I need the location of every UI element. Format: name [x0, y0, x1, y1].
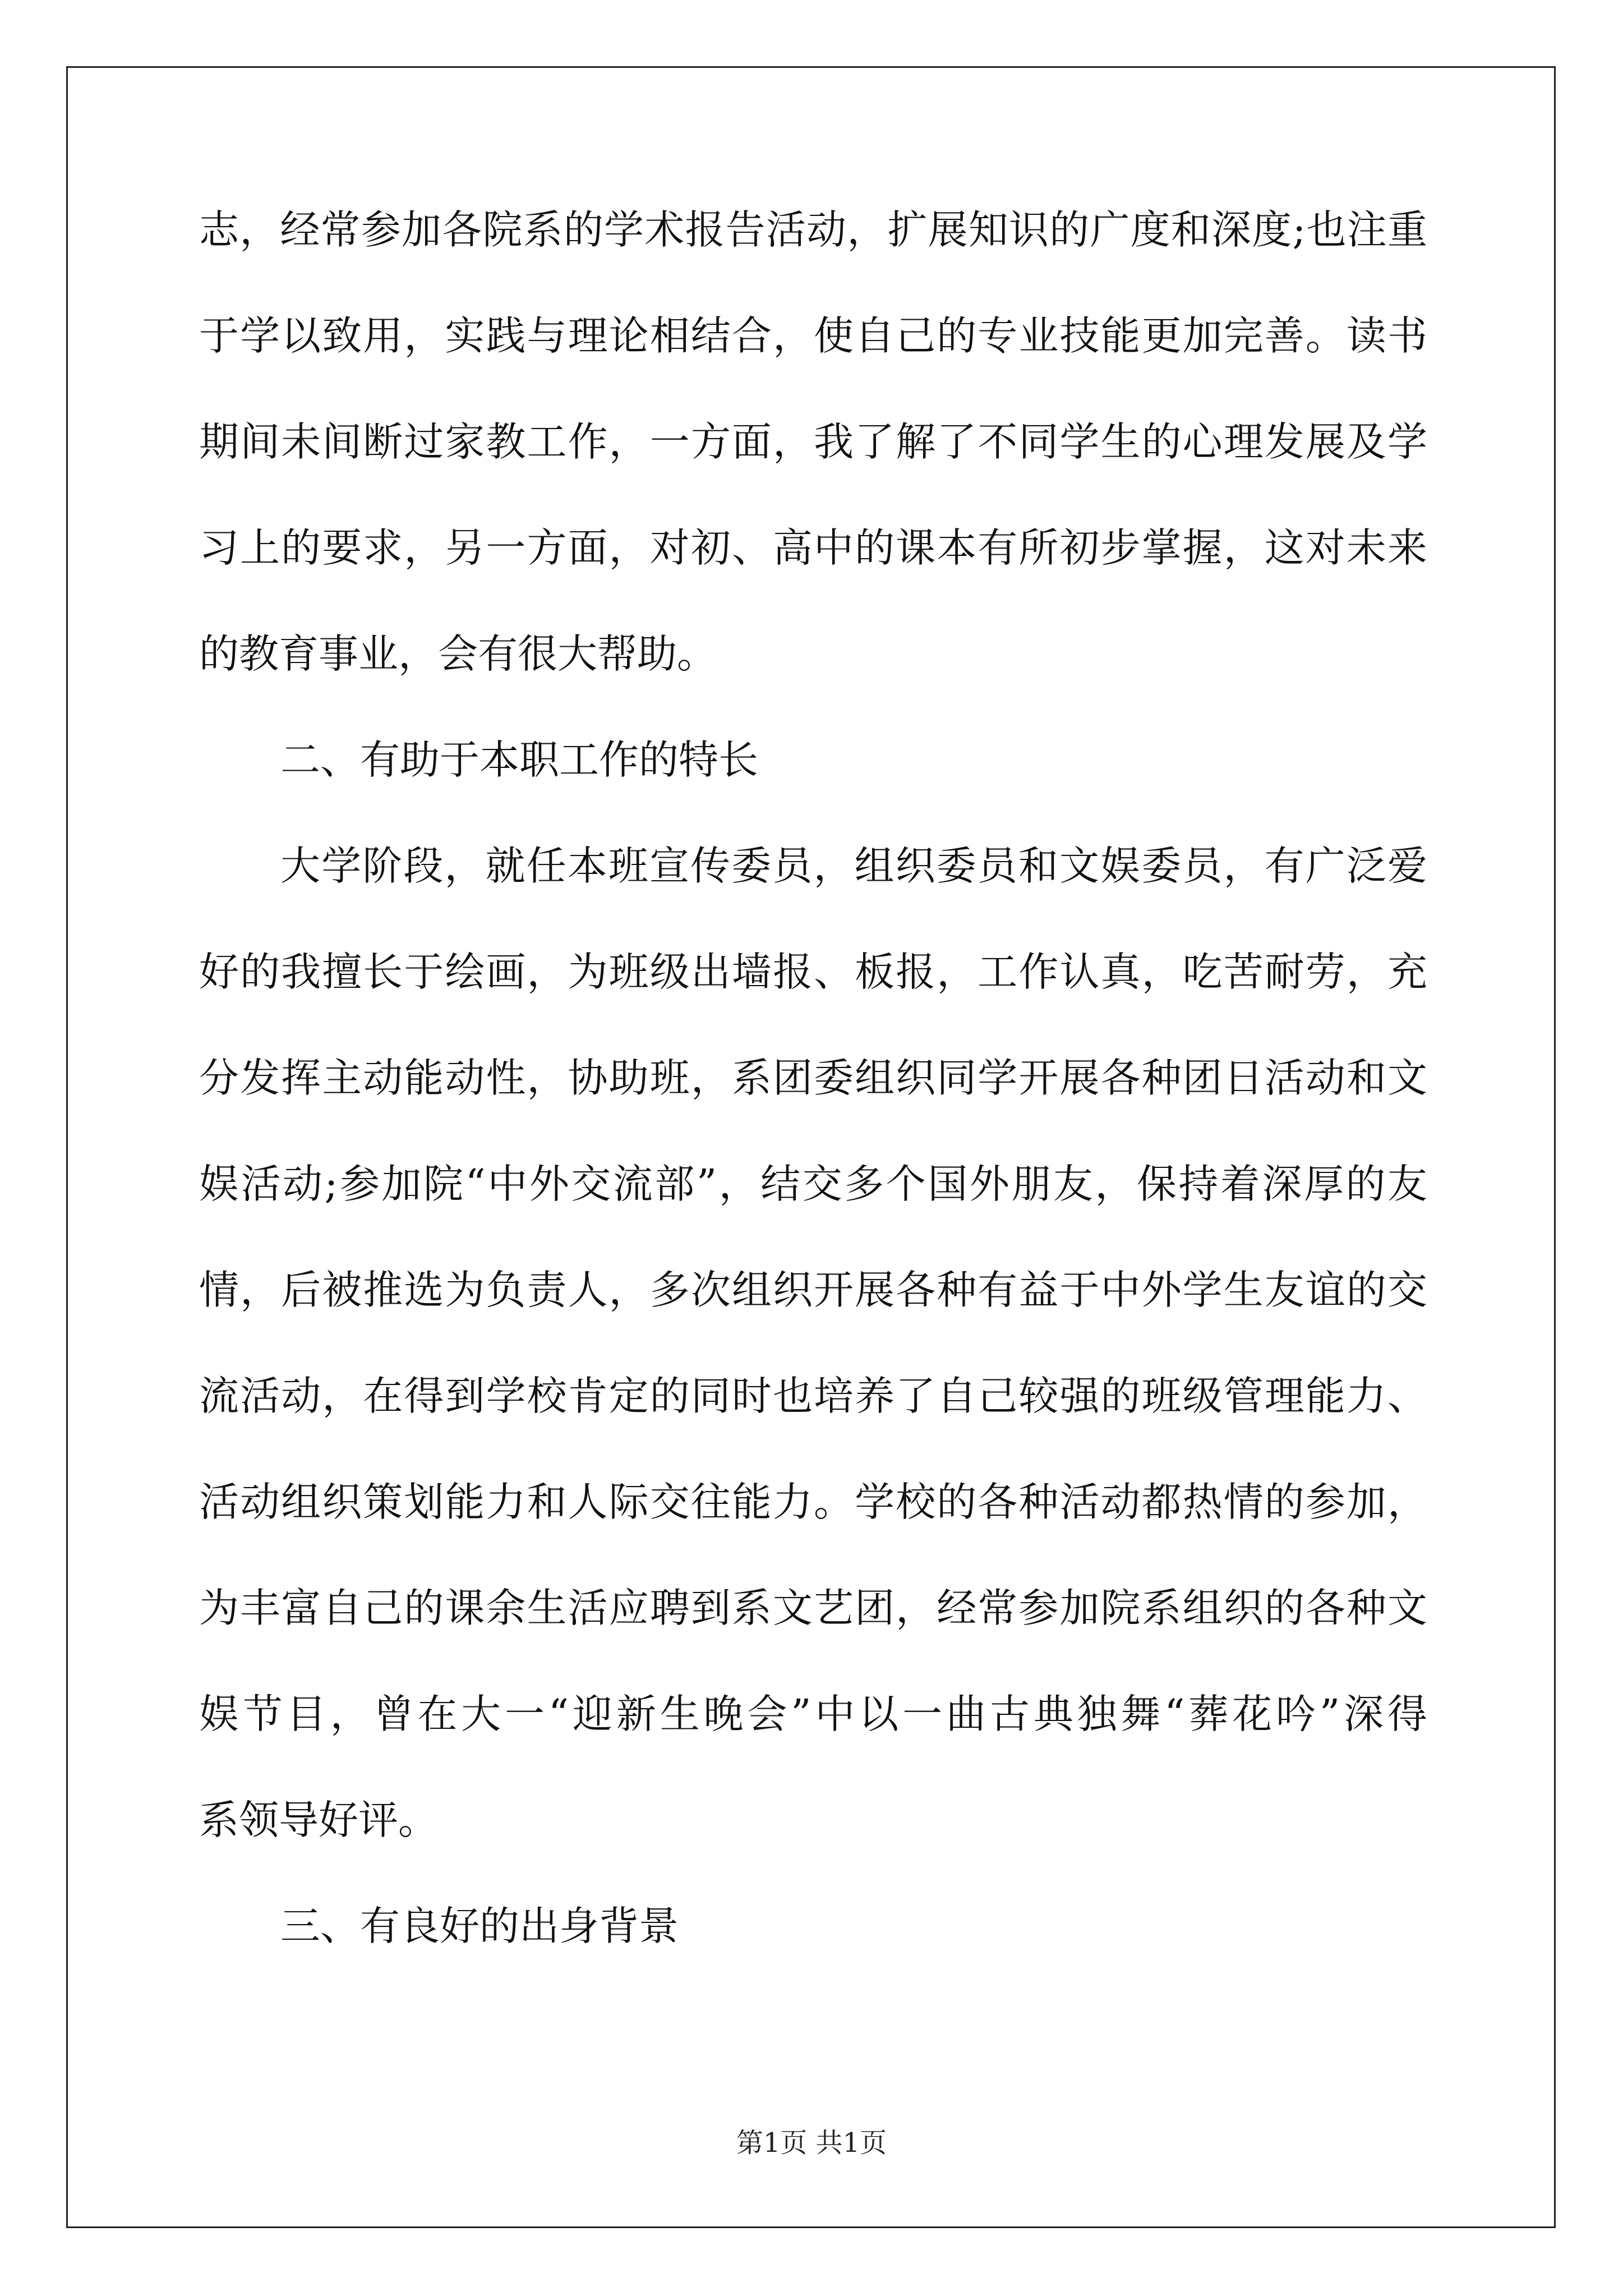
- section-heading: 三、有良好的出身背景: [280, 1903, 679, 1949]
- text-line: 志，经常参加各院系的学术报告活动，扩展知识的广度和深度;也注重: [199, 206, 1427, 253]
- section-heading: 二、有助于本职工作的特长: [280, 737, 759, 783]
- text-line: 大学阶段，就任本班宣传委员，组织委员和文娱委员，有广泛爱: [280, 843, 1427, 889]
- text-line: 为丰富自己的课余生活应聘到系文艺团，经常参加院系组织的各种文: [199, 1585, 1427, 1631]
- text-line: 娱活动;参加院“中外交流部”，结交多个国外朋友，保持着深厚的友: [199, 1161, 1427, 1207]
- text-line: 分发挥主动能动性，协助班，系团委组织同学开展各种团日活动和文: [199, 1055, 1427, 1101]
- text-line: 流活动，在得到学校肯定的同时也培养了自己较强的班级管理能力、: [199, 1373, 1427, 1419]
- text-line: 活动组织策划能力和人际交往能力。学校的各种活动都热情的参加，: [199, 1479, 1427, 1525]
- text-line: 娱节目，曾在大一“迎新生晚会”中以一曲古典独舞“葬花吟”深得: [199, 1691, 1427, 1737]
- text-line: 习上的要求，另一方面，对初、高中的课本有所初步掌握，这对未来: [199, 524, 1427, 571]
- text-line: 系领导好评。: [199, 1797, 439, 1843]
- text-line: 于学以致用，实践与理论相结合，使自己的专业技能更加完善。读书: [199, 312, 1427, 359]
- page-number: 第1页 共1页: [736, 2127, 887, 2159]
- text-line: 好的我擅长于绘画，为班级出墙报、板报，工作认真，吃苦耐劳，充: [199, 949, 1427, 995]
- text-line: 的教育事业，会有很大帮助。: [199, 631, 717, 677]
- text-line: 情，后被推选为负责人，多次组织开展各种有益于中外学生友谊的交: [199, 1267, 1427, 1313]
- text-line: 期间未间断过家教工作，一方面，我了解了不同学生的心理发展及学: [199, 418, 1427, 465]
